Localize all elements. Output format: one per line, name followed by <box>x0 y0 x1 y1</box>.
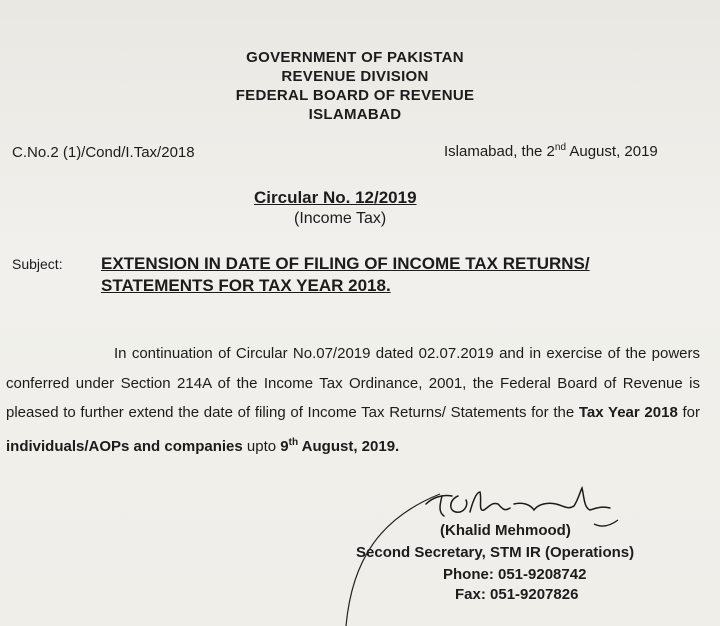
header-government: GOVERNMENT OF PAKISTAN <box>246 49 464 66</box>
header-board: FEDERAL BOARD OF REVENUE <box>235 87 475 104</box>
deadline-ordinal: th <box>288 436 299 448</box>
subject-text: EXTENSION IN DATE OF FILING OF INCOME TAX RETURNS/ STATEMENTS FOR TAX YEAR 2018. <box>101 254 590 295</box>
body-tax-year: Tax Year 2018 <box>578 404 678 421</box>
body-taxpayers: individuals/AOPs and companies <box>6 437 243 455</box>
deadline-day: 9 <box>280 437 289 455</box>
date-prefix: Islamabad, the 2 <box>444 143 555 160</box>
body-part3: upto <box>242 437 281 455</box>
deadline-rest: August, 2019. <box>298 437 400 455</box>
body-part2: for <box>677 404 700 421</box>
body-part1: In continuation of Circular No.07/2019 dated 02.07.2019 and in exercise of the powers conferred under Section 214A of the Income Tax Ordinance, 2001, the Federal Board of Revenue is pleased to further extend the date of filing of Income Tax Returns/ Statements for the <box>6 345 700 421</box>
signatory-name: (Khalid Mehmood) <box>440 522 571 539</box>
reference-number: C.No.2 (1)/Cond/I.Tax/2018 <box>12 144 195 161</box>
signatory-phone: Phone: 051-9208742 <box>443 566 587 583</box>
signatory-designation: Second Secretary, STM IR (Operations) <box>356 544 635 561</box>
signatory-fax: Fax: 051-9207826 <box>455 586 579 603</box>
subject-label: Subject: <box>12 256 63 272</box>
circular-subtitle: (Income Tax) <box>294 210 387 227</box>
header-city: ISLAMABAD <box>308 106 402 123</box>
circular-title: Circular No. 12/2019 <box>254 188 417 207</box>
header-division: REVENUE DIVISION <box>281 68 429 85</box>
date-suffix: August, 2019 <box>566 143 658 160</box>
date-ordinal: nd <box>554 142 567 153</box>
